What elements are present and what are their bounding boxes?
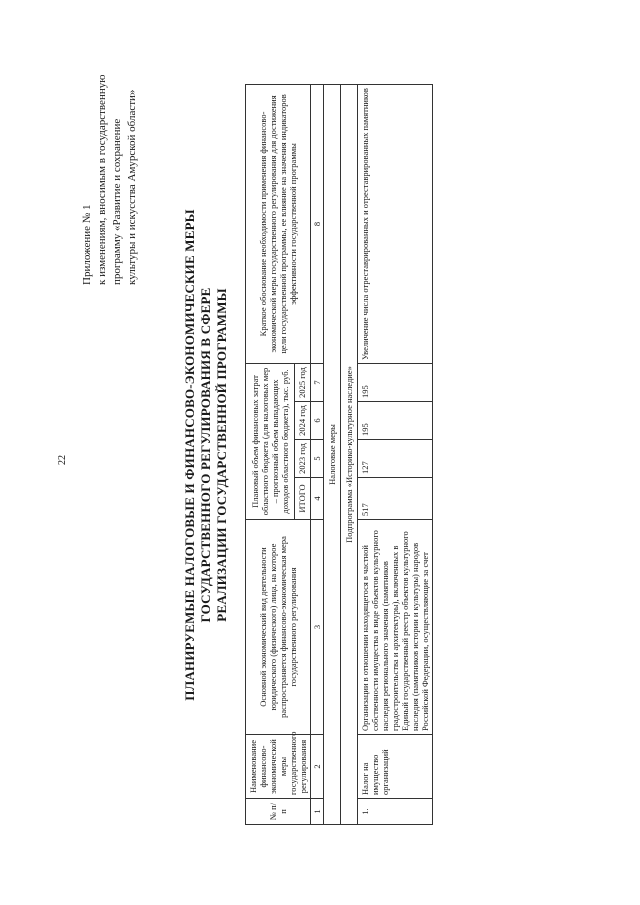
row-total: 517 [358,478,433,520]
table-row [358,84,433,824]
column-number: 6 [311,402,324,440]
header-2023: 2023 год [294,440,310,478]
column-number: 1 [311,799,324,825]
appendix-header [80,55,140,285]
column-number-row [311,84,324,824]
document-title [182,155,230,755]
row-justification: Увеличение числа отреставрированных и отреставрированных памятников [358,84,433,363]
header-activity: Основной экономический вид деятельности юридического (физического) лица, на которое распространяется финансово-экономическая мера государственного регулирования [246,520,311,735]
section-tax-measures: Налоговые меры [324,84,341,824]
appendix-line: культуры и искусства Амурской области» [126,89,138,285]
row-2024: 195 [358,402,433,440]
column-number: 7 [311,363,324,401]
row-2023: 127 [358,440,433,478]
header-num: № п/п [246,799,311,825]
measures-table [245,84,433,825]
appendix-line: Приложение № 1 [81,204,93,285]
appendix-line: программу «Развитие и сохранение [111,118,123,285]
column-number: 2 [311,735,324,799]
row-activity: Организации в отношении находящегося в частной собственности имущества в виде объектов культурного наследия регионального значения (памятников градостроительства и архитектуры), включенных в Единый государственный реестр объектов культурного наследия (памятников истории и культуры) народов Российской Федерации, осуществляющие за счет [358,520,433,735]
title-line: ПЛАНИРУЕМЫЕ НАЛОГОВЫЕ И ФИНАНСОВО-ЭКОНОМИЧЕСКИЕ МЕРЫ [182,209,197,701]
column-number: 5 [311,440,324,478]
column-number: 4 [311,478,324,520]
column-number: 8 [311,84,324,363]
header-total: ИТОГО [294,478,310,520]
section-row [341,84,358,824]
header-name: Наименование финансово-экономической меры государственного регулирования [246,735,311,799]
page-number: 22 [57,455,68,465]
section-row [324,84,341,824]
row-2025: 195 [358,363,433,401]
header-row [246,84,295,824]
title-line: ГОСУДАРСТВЕННОГО РЕГУЛИРОВАНИЯ В СФЕРЕ [198,287,213,623]
header-2025: 2025 год [294,363,310,401]
title-line: РЕАЛИЗАЦИИ ГОСУДАРСТВЕННОЙ ПРОГРАММЫ [214,288,229,622]
column-number: 3 [311,520,324,735]
row-num: 1. [358,799,433,825]
appendix-line: к изменениям, вносимым в государственную [96,74,108,285]
header-2024: 2024 год [294,402,310,440]
header-volume: Плановый объем финансовых затрат областного бюджета (для налоговых мер – прогнозный объем выпадающих доходов областного бюджета), тыс. руб. [246,363,295,519]
row-name: Налог на имущество организаций [358,735,433,799]
header-justification: Краткое обоснование необходимости применения финансово-экономической меры государственного регулирования для достижения цели государственной программы, ее влияние на значения индикаторов эффективности государственной программы [246,84,311,363]
section-subprogram: Подпрограмма «Историко-культурное наследие» [341,84,358,824]
